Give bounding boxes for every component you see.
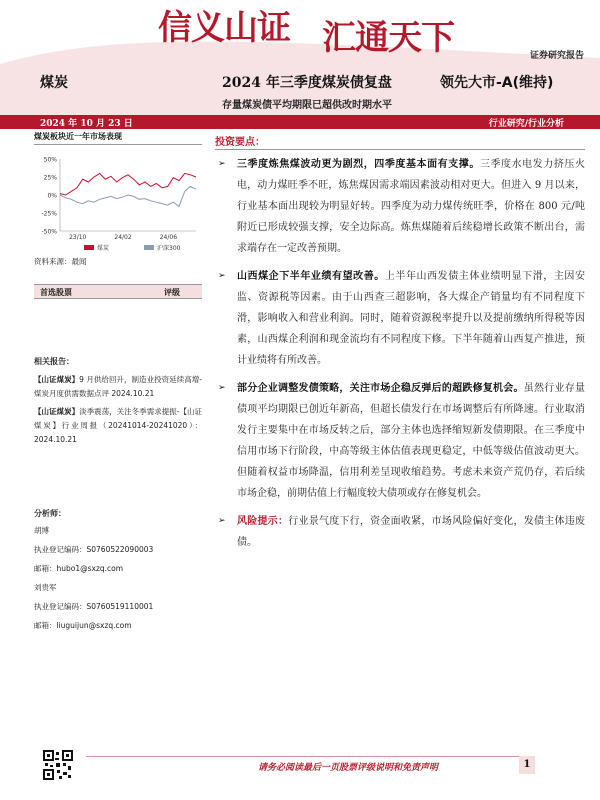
- date-bar: [0, 115, 600, 129]
- key-point: [215, 266, 585, 371]
- stock-table-header: [34, 284, 202, 299]
- investment-heading: 投资要点：: [215, 133, 585, 150]
- y-tick-label: 0%: [47, 192, 57, 200]
- slogan-right: 汇通天下: [322, 18, 454, 58]
- analyst-name: 胡博: [34, 526, 49, 535]
- x-tick-label: 24/02: [114, 234, 132, 241]
- key-point-lead: 山西煤企下半年业绩有望改善。: [237, 271, 385, 282]
- chart-svg: [34, 145, 202, 257]
- key-point: [215, 154, 585, 259]
- stock-col-header: 首选股票: [40, 288, 72, 297]
- analysts-heading: 分析师：: [34, 509, 66, 518]
- header-banner: [0, 0, 600, 64]
- chart-source: 资料来源：最闻: [34, 257, 87, 266]
- key-point: [215, 378, 585, 504]
- performance-chart: [34, 145, 202, 257]
- key-point-text: 上半年山西发债主体业绩明显下滑，主因安监、资源税等因素。由于山西查三超影响，各大煤企产销量均有不同程度下滑，影响收入和营业利润。同时，随着资源税率提升以及提前缴纳所得税等因素，山西煤企利润和现金流均有不同程度下修。下半年随着山西复产推进，预计业绩将有所改善。: [237, 271, 585, 366]
- analyst-email[interactable]: 邮箱：liuguijun@sxzq.com: [34, 621, 132, 630]
- title-band: [0, 64, 600, 115]
- slogan-left: 信义山证: [158, 8, 290, 48]
- y-tick-label: -25%: [41, 210, 57, 218]
- x-tick-label: 23/10: [69, 234, 87, 241]
- footer-divider: [86, 756, 526, 757]
- page-number: 1: [519, 756, 535, 774]
- related-item-text: 淡季震荡，关注冬季需求提振-【山证煤炭】行业周报（20241014-20241020）：2024.10.21: [34, 407, 202, 444]
- qr-code-icon[interactable]: [43, 750, 73, 780]
- legend-swatch: [84, 245, 94, 250]
- related-item-tag: 【山证煤炭】: [34, 407, 80, 416]
- report-type: 证券研究报告: [529, 51, 584, 61]
- analyst-name: 刘贵军: [34, 583, 57, 592]
- key-point-lead: 三季度炼焦煤波动更为剧烈，四季度基本面有支撑。: [237, 159, 480, 170]
- y-tick-label: 25%: [43, 174, 57, 182]
- legend-label: 沪深300: [157, 245, 181, 252]
- footer-disclaimer[interactable]: 请务必阅读最后一页股票评级说明和免责声明: [258, 763, 439, 773]
- section-tag: 行业研究/行业分析: [488, 119, 564, 129]
- related-item[interactable]: [34, 405, 202, 447]
- chart-title: 煤炭板块近一年市场表现: [34, 131, 202, 145]
- arrow-bullet-icon: ➢: [218, 159, 226, 169]
- series-line-coal: [60, 173, 196, 195]
- risk-label: 风险提示：: [237, 516, 289, 527]
- arrow-bullet-icon: ➢: [218, 383, 226, 393]
- analyst-email[interactable]: 邮箱：hubo1@sxzq.com: [34, 564, 124, 573]
- banner-swoosh: [0, 0, 600, 64]
- report-date: 2024 年 10 月 23 日: [40, 119, 133, 129]
- rating-col-header: 评级: [164, 288, 180, 297]
- series-line-csi300: [60, 186, 196, 206]
- industry-label: 煤炭: [40, 75, 68, 91]
- report-subtitle: 存量煤炭债平均期限已超供改时期水平: [222, 100, 392, 111]
- report-title: 2024 年三季度煤炭债复盘: [222, 75, 392, 91]
- risk-point: [215, 511, 585, 553]
- y-tick-label: -50%: [41, 228, 57, 236]
- arrow-bullet-icon: ➢: [218, 516, 226, 526]
- key-point-text: 虽然行业存量债项平均期限已创近年新高，但超长债发行在市场调整后有所降速。行业取消发行主要集中在市场反转之后，部分主体也选择缩短新发债期限。在三季度中信用市场下行阶段，中高等级主体估值表现更稳定，中低等级估值波动更大。但随着权益市场降温，信用利差呈现收缩趋势。考虑未来资产荒仍存，若后续市场企稳，前期估值上行幅度较大债项或存在修复机会。: [237, 383, 586, 499]
- legend-label: 煤炭: [97, 245, 110, 252]
- key-point-lead: 部分企业调整发债策略，关注市场企稳反弹后的超跌修复机会。: [237, 383, 524, 394]
- analysts-block: [34, 508, 202, 639]
- y-tick-label: 50%: [43, 156, 57, 164]
- related-item[interactable]: [34, 373, 202, 401]
- rating-label: 领先大市-A(维持): [440, 75, 554, 91]
- x-tick-label: 24/06: [159, 234, 178, 241]
- related-item-tag: 【山证煤炭】: [34, 375, 80, 384]
- right-column: [215, 133, 585, 560]
- analyst-license: 执业登记编码：S0760519110001: [34, 602, 154, 611]
- arrow-bullet-icon: ➢: [218, 271, 226, 281]
- risk-text: 行业景气度下行，资金面收紧，市场风险偏好变化，发债主体违废债。: [237, 516, 586, 548]
- related-item-text: 9 月供给回升，制造业投资延续高增-煤炭月度供需数据点评 2024.10.21: [34, 375, 202, 398]
- key-point-text: 三季度水电发力挤压火电，动力煤旺季不旺，炼焦煤因需求端因素波动相对更大。但进入 9 月以来，行业基本面出现较为明显好转。四季度为动力煤传统旺季，价格在 800 元/吨附近已形成较强支撑，安全边际高。炼焦煤随着后续稳增长政策不断出台，需求端存在一定改善预期。: [237, 159, 585, 254]
- left-column: [34, 131, 202, 257]
- related-heading: 相关报告：: [34, 357, 74, 366]
- related-reports: [34, 356, 202, 451]
- legend-swatch: [144, 245, 154, 250]
- analyst-license: 执业登记编码：S0760522090003: [34, 545, 154, 554]
